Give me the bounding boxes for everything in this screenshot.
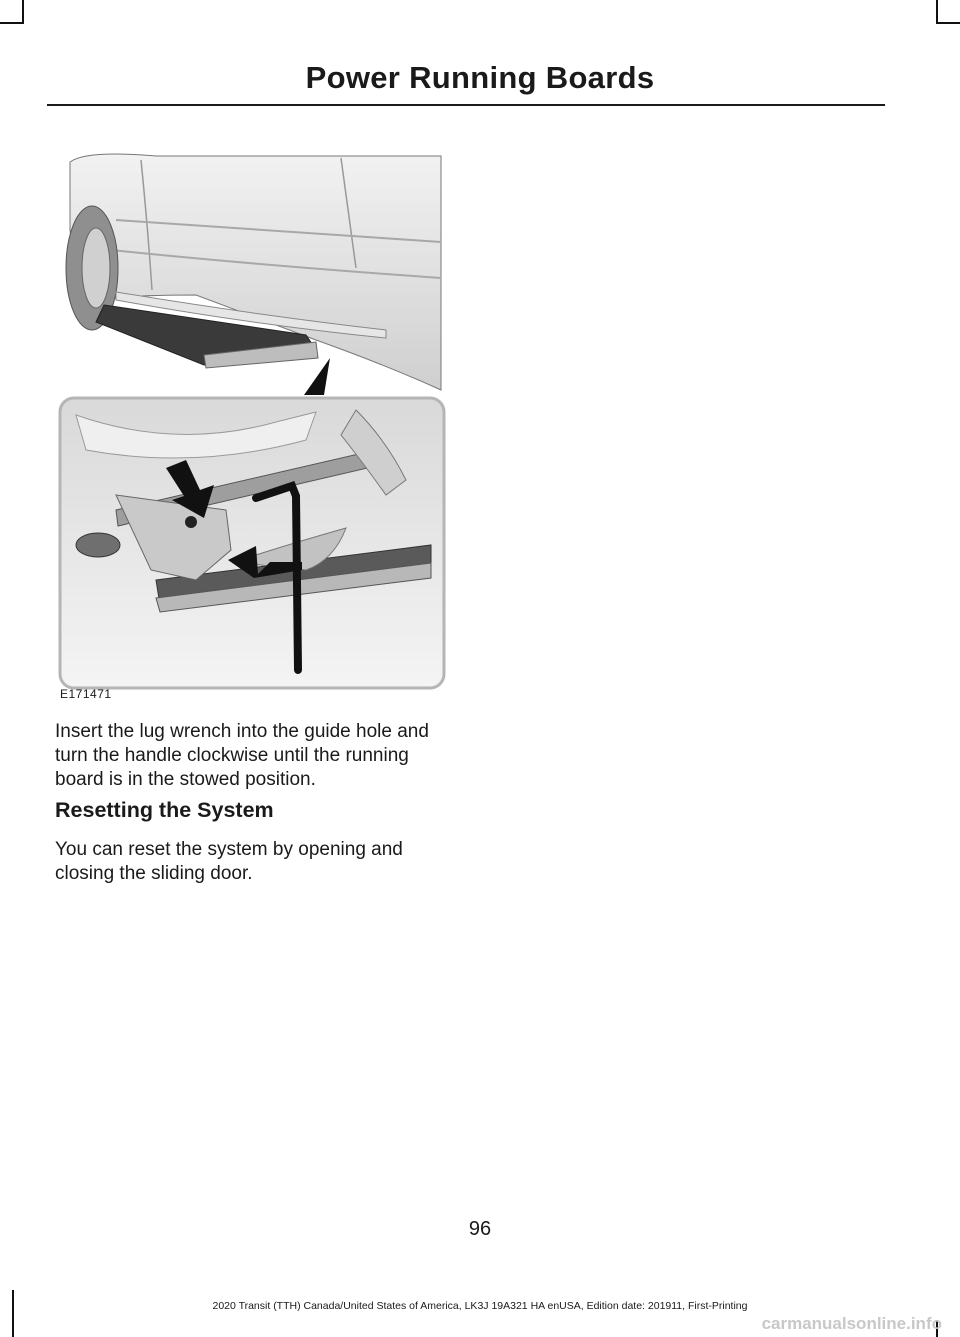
- watermark: carmanualsonline.info: [761, 1314, 942, 1333]
- crop-mark: [936, 0, 938, 24]
- document-footer: 2020 Transit (TTH) Canada/United States of America, LK3J 19A321 HA enUSA, Edition date: 201911, First-Printing: [212, 1300, 748, 1312]
- crop-mark: [0, 22, 22, 24]
- running-board-illustration: [56, 150, 450, 695]
- section-heading: Resetting the System: [55, 798, 274, 822]
- page-title: Power Running Boards: [305, 60, 655, 95]
- instruction-paragraph: Insert the lug wrench into the guide hole and turn the handle clockwise until the running board is in the stowed position.: [55, 721, 429, 790]
- crop-mark: [22, 0, 24, 24]
- title-divider: [47, 104, 885, 106]
- figure-running-board: [56, 150, 450, 710]
- figure-id: E171471: [60, 687, 112, 701]
- crop-mark: [12, 1290, 14, 1337]
- page-number: 96: [468, 1218, 492, 1240]
- crop-mark: [936, 22, 960, 24]
- reset-paragraph: You can reset the system by opening and closing the sliding door.: [55, 839, 403, 884]
